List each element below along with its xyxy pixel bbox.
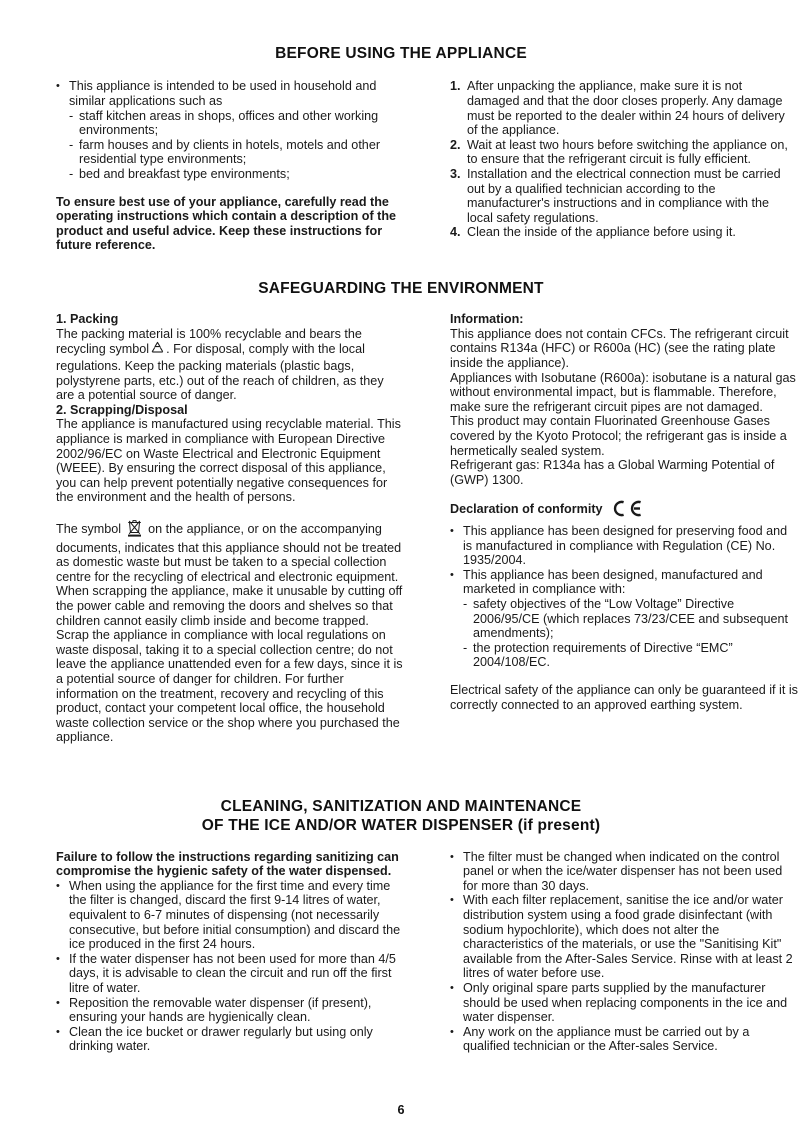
list-item-text: Reposition the removable water dispenser (if present), ensuring your hands are hygienically clean. <box>69 995 372 1025</box>
list-item <box>56 879 404 952</box>
step-number: 1. <box>450 79 461 94</box>
information-paragraph-4: Refrigerant gas: R134a has a Global Warming Potential of (GWP) 1300. <box>450 458 775 487</box>
section-safeguarding <box>0 253 802 298</box>
before-using-columns <box>0 79 802 253</box>
sanitizing-warning: Failure to follow the instructions regarding sanitizing can compromise the hygienic safety of the water dispensed. <box>56 849 399 879</box>
list-item <box>56 167 404 182</box>
list-item-text: If the water dispenser has not been used for more than 4/5 days, it is advisable to clean the circuit and run off the first litre of water. <box>69 951 396 995</box>
cleaning-columns <box>0 850 802 1054</box>
list-item <box>450 167 798 225</box>
weee-text-after: on the appliance, or on the accompanying documents, indicates that this appliance should not be treated as domestic waste but must be taken to a special collection centre for the recycling of electrical and electronic equipment. <box>56 522 402 584</box>
step-number: 2. <box>450 137 461 152</box>
list-item <box>450 893 798 981</box>
list-item-text: Only original spare parts supplied by the manufacturer should be used when replacing components in the ice and water dispenser. <box>463 981 788 1025</box>
information-paragraph-2: Appliances with Isobutane (R600a): isobutane is a natural gas without environmental impact, but is flammable. Therefore, make sure the refrigerant circuit pipes are not damaged. <box>450 370 796 414</box>
bullet-icon: • <box>56 879 60 892</box>
scrapping-paragraph-2: When scrapping the appliance, make it unusable by cutting off the power cable and removing the doors and shelves so that children cannot easily climb inside and become trapped. <box>56 584 403 628</box>
weee-symbol-paragraph <box>56 518 404 584</box>
list-item-text: Wait at least two hours before switching the appliance on, to ensure that the refrigerant circuit is fully efficient. <box>467 137 788 167</box>
scrapping-paragraph-1: The appliance is manufactured using recyclable material. This appliance is marked in compliance with European Directive 2002/96/EC on Waste Electrical and Electronic Equipment (WEEE). By ensuring the correct disposal of this appliance, you can help prevent potentially negative consequences for the environment and the health of persons. <box>56 417 401 505</box>
weee-text-before: The symbol <box>56 522 122 536</box>
information-heading: Information: <box>450 312 524 327</box>
before-using-right-column <box>450 79 798 240</box>
list-item-text: Installation and the electrical connection must be carried out by a qualified technician according to the manufacturer's instructions and in compliance with the local safety regulations. <box>467 166 781 225</box>
packing-text-after-symbol: . For disposal, comply with the local regulations. Keep the packing materials (plastic bags, polystyrene parts, etc.) out of the reach of children, as they are a potential source of danger. <box>56 342 384 403</box>
list-item-text: bed and breakfast type environments; <box>79 166 290 181</box>
list-item <box>450 1025 798 1054</box>
bullet-icon: • <box>56 952 60 965</box>
list-item-text: This appliance has been designed, manufactured and marketed in compliance with: <box>463 567 763 597</box>
page-title-safeguarding: SAFEGUARDING THE ENVIRONMENT <box>258 279 544 297</box>
list-item-text: This appliance is intended to be used in household and similar applications such as <box>69 79 377 108</box>
list-item-text: After unpacking the appliance, make sure it is not damaged and that the door closes properly. Any damage must be reported to the dealer within 24 hours of delivery of the appliance. <box>467 79 785 138</box>
list-item <box>450 597 798 641</box>
list-item <box>56 79 404 108</box>
list-item-text: the protection requirements of Directive “EMC” 2004/108/EC. <box>473 640 733 670</box>
safeguarding-left-column <box>56 312 404 745</box>
dash-icon: - <box>69 166 74 181</box>
bullet-icon: • <box>56 80 60 93</box>
step-number: 3. <box>450 166 461 181</box>
list-item-text: Clean the inside of the appliance before using it. <box>467 225 736 240</box>
page-number: 6 <box>397 1103 405 1117</box>
electrical-safety-note: Electrical safety of the appliance can only be guaranteed if it is correctly connected to an approved earthing system. <box>450 682 798 712</box>
cleaning-left-column <box>56 850 404 1054</box>
packing-text-before-symbol: The packing material is 100% recyclable and bears the recycling symbol <box>56 326 362 357</box>
list-item-text: staff kitchen areas in shops, offices and other working environments; <box>79 108 379 138</box>
list-item <box>56 996 404 1025</box>
list-item <box>56 109 404 138</box>
packing-paragraph <box>56 327 404 403</box>
bullet-icon: • <box>450 850 454 863</box>
information-paragraph-1: This appliance does not contain CFCs. The refrigerant circuit contains R134a (HFC) or R600a (HC) (see the rating plate inside the appliance). <box>450 326 789 371</box>
list-item <box>450 79 798 137</box>
list-item <box>450 850 798 894</box>
step-number: 4. <box>450 225 461 240</box>
bullet-icon: • <box>56 1025 60 1038</box>
cleaning-right-column <box>450 850 798 1054</box>
section-cleaning <box>0 745 802 836</box>
bullet-icon: • <box>450 982 454 994</box>
safeguarding-columns <box>0 312 802 745</box>
dash-icon: - <box>69 137 74 152</box>
page-title-cleaning-line1: CLEANING, SANITIZATION AND MAINTENANCE <box>220 797 582 815</box>
declaration-heading-row <box>450 500 798 521</box>
list-item <box>56 1025 404 1054</box>
list-item <box>450 641 798 670</box>
list-item <box>450 524 798 568</box>
list-item-text: Any work on the appliance must be carried out by a qualified technician or the After-sales Service. <box>463 1024 750 1054</box>
list-item-text: Clean the ice bucket or drawer regularly but using only drinking water. <box>69 1024 373 1054</box>
page-title-cleaning-line2: OF THE ICE AND/OR WATER DISPENSER (if present) <box>201 817 601 835</box>
list-item <box>56 952 404 996</box>
list-item-text: This appliance has been designed for preserving food and is manufactured in compliance with Regulation (CE) No. 1935/2004. <box>463 524 788 568</box>
dash-icon: - <box>69 108 74 123</box>
list-item-text: When using the appliance for the first time and every time the filter is changed, discard the first 9-14 litres of water, equivalent to 6-7 minutes of dispensing (not necessarily consecutive, but before initial consumption) and discard the ice produced in the first 24 hours. <box>69 878 401 952</box>
section-before-using <box>0 0 802 63</box>
dash-icon: - <box>463 596 468 611</box>
list-item-text: safety objectives of the “Low Voltage” Directive 2006/95/CE (which replaces 73/23/CEE and subsequent amendments); <box>473 596 789 641</box>
declaration-heading: Declaration of conformity <box>450 502 603 517</box>
list-item <box>450 981 798 1025</box>
usage-notice: To ensure best use of your appliance, carefully read the operating instructions which contain a description of the product and useful advice. Keep these instructions for future reference. <box>56 194 397 253</box>
bullet-icon: • <box>450 1025 454 1038</box>
page-title-before-using: BEFORE USING THE APPLIANCE <box>275 45 527 62</box>
bullet-icon: • <box>450 894 454 907</box>
packing-heading: 1. Packing <box>56 312 119 327</box>
scrapping-paragraph-3: Scrap the appliance in compliance with local regulations on waste disposal, taking it to a special collection centre; do not leave the appliance unattended even for a few days, since it is a potential source of danger for children. For further information on the treatment, recovery and recycling of this product, contact your competent local office, the household waste collection service or the shop where you purchased the appliance. <box>56 628 403 745</box>
crossed-out-wheelie-bin-icon <box>127 518 143 541</box>
bullet-icon: • <box>450 568 454 581</box>
ce-mark-icon <box>610 500 644 521</box>
dash-icon: - <box>463 640 468 655</box>
list-item-text: The filter must be changed when indicated on the control panel or when the ice/water dispenser has not been used for more than 30 days. <box>463 849 783 893</box>
information-paragraph-3: This product may contain Fluorinated Greenhouse Gases covered by the Kyoto Protocol; the refrigerant gas is inside a hermetically sealed system. <box>450 414 787 458</box>
list-item <box>450 568 798 597</box>
bullet-icon: • <box>450 525 454 537</box>
recycling-symbol-icon <box>150 341 165 359</box>
list-item <box>56 138 404 167</box>
list-item <box>450 225 798 240</box>
list-item-text: With each filter replacement, sanitise the ice and/or water distribution system using a food grade disinfectant (with sodium hypochlorite), which does not alter the characteristics of the materials, or use the "Sanitising Kit" available from the After-Sales Service. Rinse with at least 2 litres of water before use. <box>463 893 793 981</box>
before-using-left-column <box>56 79 404 253</box>
scrapping-heading: 2. Scrapping/Disposal <box>56 402 188 417</box>
list-item-text: farm houses and by clients in hotels, motels and other residential type environments; <box>79 137 381 167</box>
list-item <box>450 138 798 167</box>
bullet-icon: • <box>56 996 60 1009</box>
safeguarding-right-column <box>450 312 798 712</box>
